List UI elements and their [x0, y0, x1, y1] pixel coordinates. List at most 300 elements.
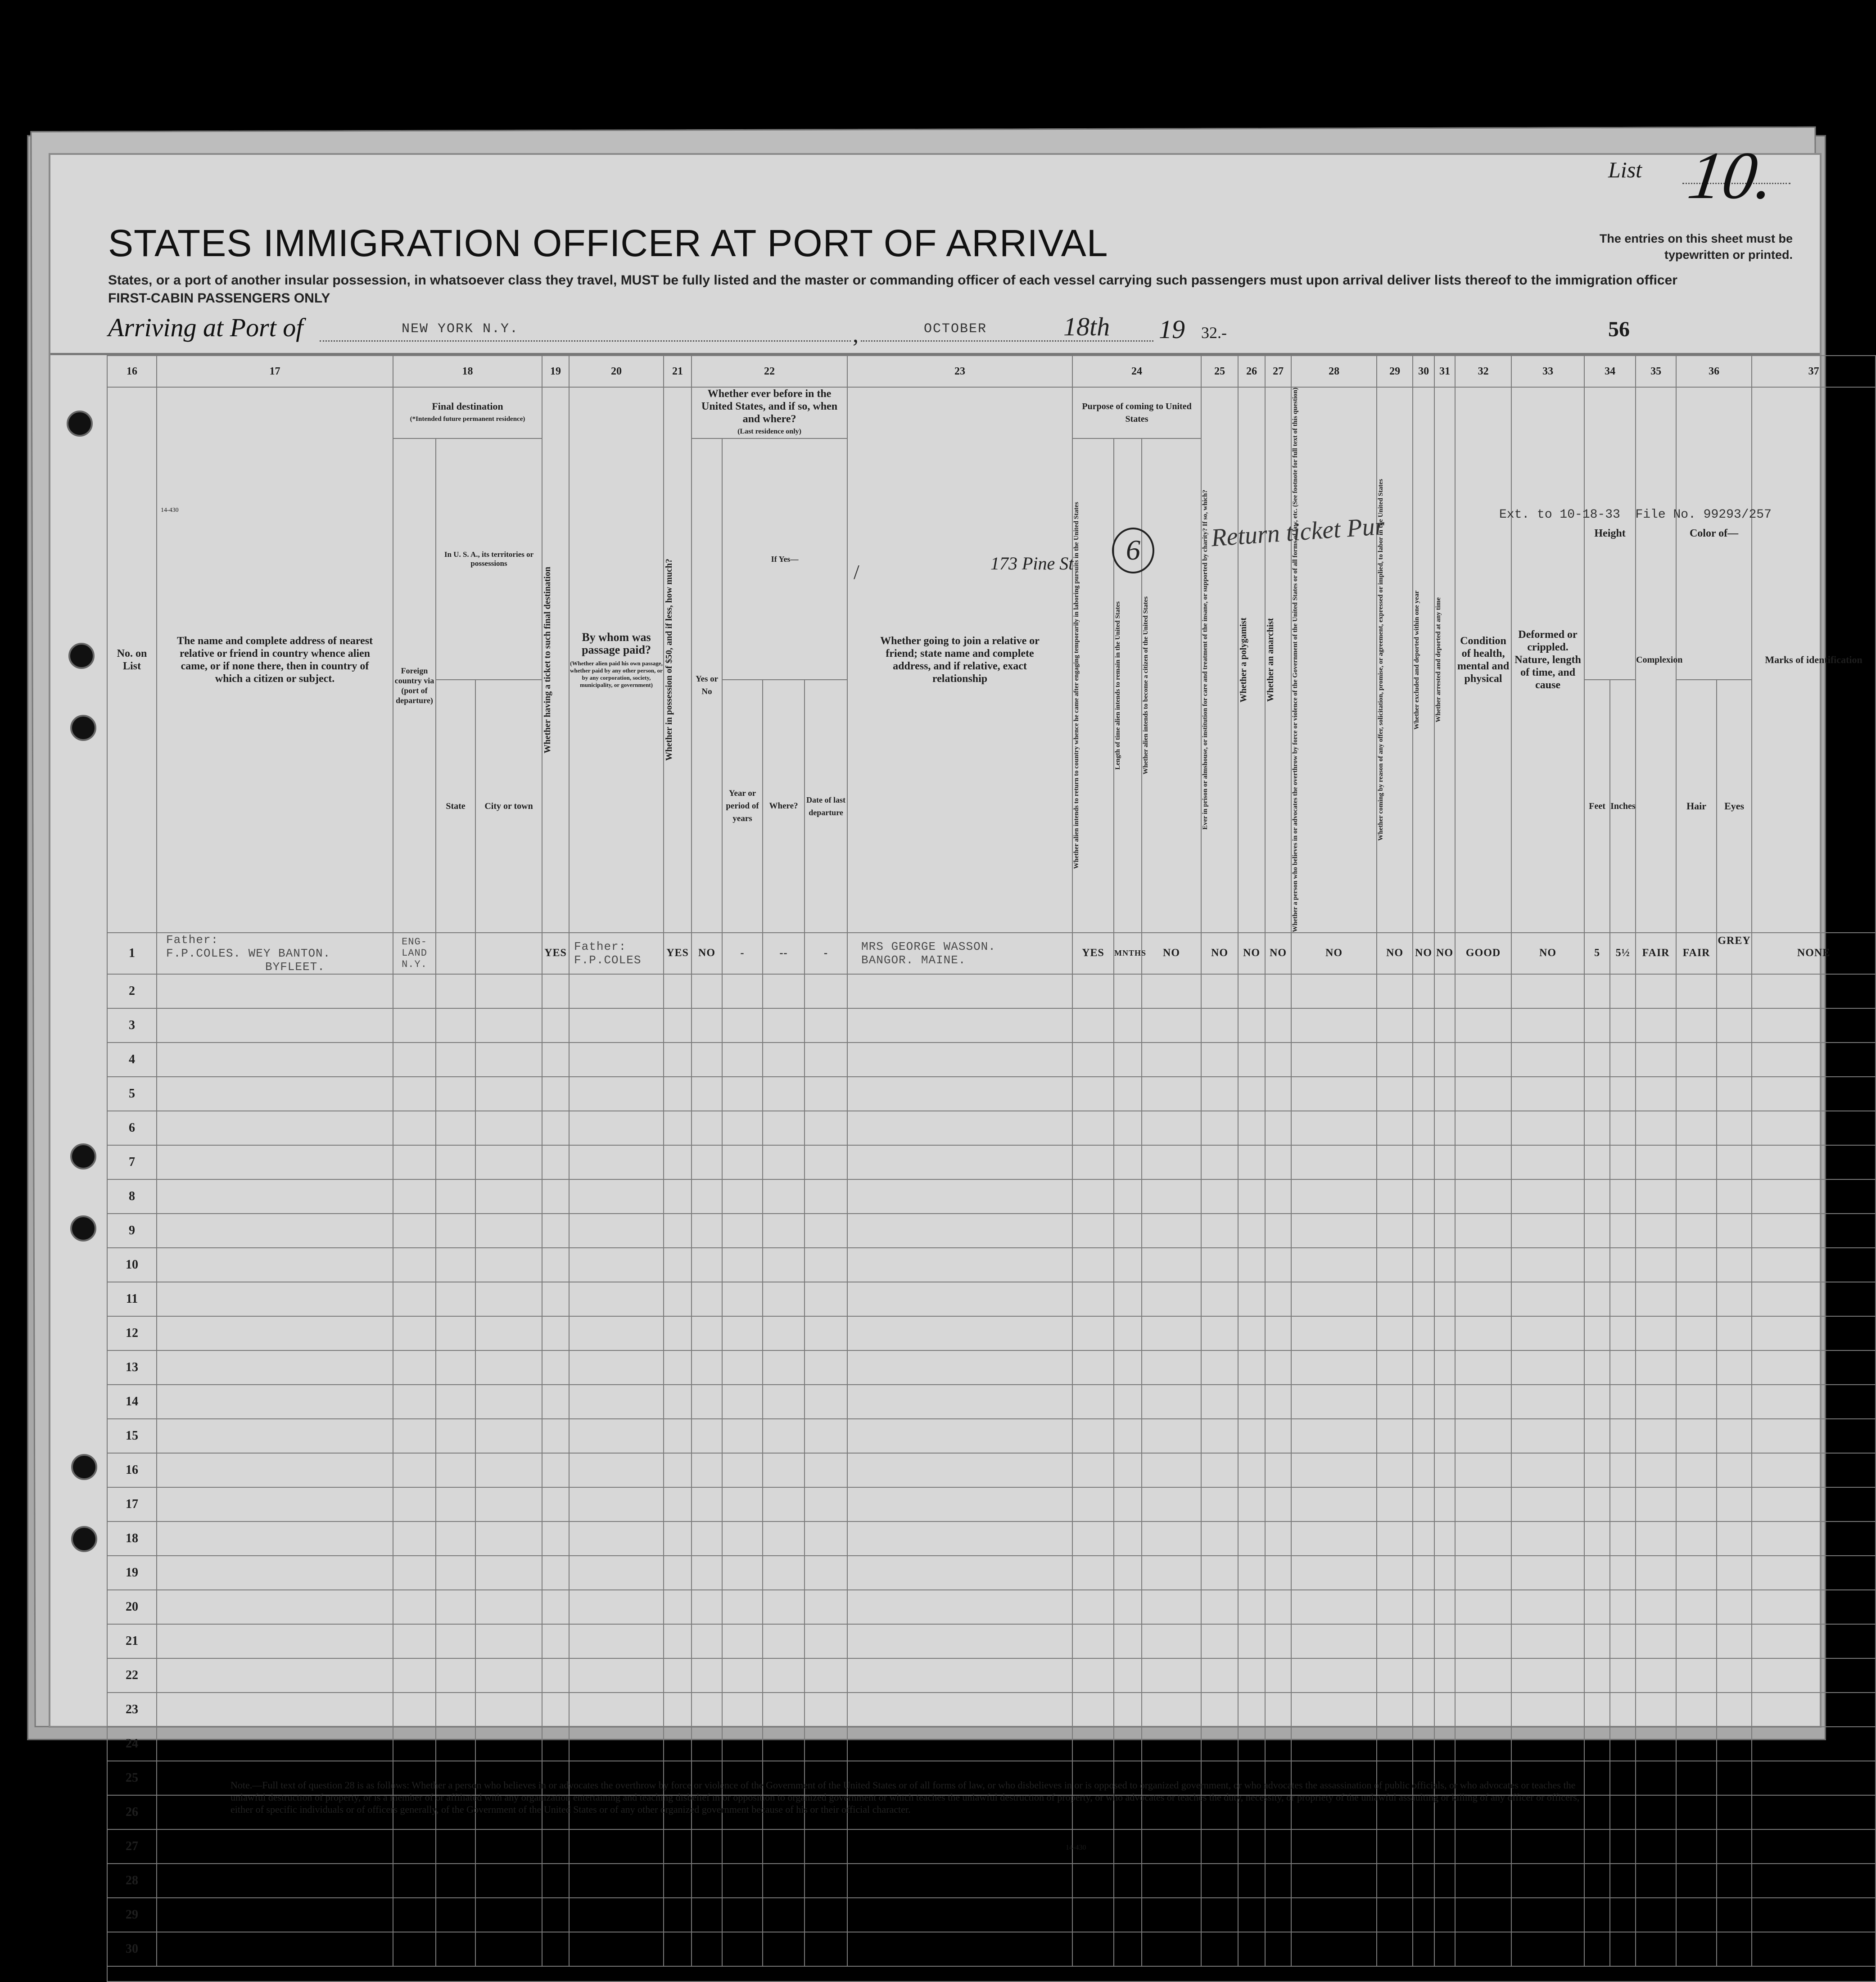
- row-number: 14: [107, 1385, 157, 1419]
- blank-cell: [157, 1658, 393, 1693]
- blank-cell: [1291, 1111, 1377, 1145]
- hdr-feet: Feet: [1584, 680, 1610, 933]
- blank-cell: [1377, 1590, 1413, 1624]
- blank-cell: [157, 1248, 393, 1282]
- blank-cell: [1291, 1145, 1377, 1179]
- hdr-purpose-b: [1114, 438, 1142, 933]
- prison-cell: NO: [1201, 933, 1238, 974]
- blank-cell: [1072, 1282, 1114, 1316]
- purpose-a-label: Whether alien intends to return to country whence he came after engaging temporarily in laboring pursuits in the United States: [1073, 502, 1080, 869]
- blank-cell: [1717, 1658, 1752, 1693]
- blank-cell: [1265, 1864, 1291, 1898]
- foreign-port: N.Y.: [402, 959, 427, 971]
- table-row: [107, 933, 1876, 974]
- blank-cell: [475, 1214, 542, 1248]
- foreign-cell: [393, 933, 436, 974]
- form-number-footer: 14-430: [1066, 1844, 1086, 1851]
- hdr-if-yes: If Yes—: [722, 438, 847, 680]
- blank-cell: [1072, 1556, 1114, 1590]
- blank-cell: [542, 1145, 569, 1179]
- blank-cell: [1201, 1145, 1238, 1179]
- blank-cell: [1752, 1214, 1876, 1248]
- blank-cell: [1142, 1693, 1201, 1727]
- passage-note: (Whether alien paid his own passage, whether paid by any other person, or by any corporation, society, municipality, or government): [570, 659, 663, 688]
- row-number: 25: [107, 1761, 157, 1795]
- blank-cell: [1676, 1521, 1717, 1556]
- blank-cell: [542, 1282, 569, 1316]
- blank-cell: [1752, 1624, 1876, 1658]
- row-number: 18: [107, 1521, 157, 1556]
- blank-cell: [436, 974, 475, 1008]
- col-num: 30: [1413, 356, 1434, 387]
- blank-cell: [664, 1693, 692, 1727]
- blank-cell: [475, 1829, 542, 1864]
- hdr-q28: [1291, 387, 1377, 933]
- blank-cell: [1676, 1590, 1717, 1624]
- blank-cell: [1752, 1761, 1876, 1795]
- blank-cell: [692, 1864, 722, 1898]
- blank-cell: [436, 1316, 475, 1350]
- relation: Father:: [166, 933, 219, 947]
- blank-cell: [805, 1453, 847, 1487]
- blank-cell: [157, 1693, 393, 1727]
- blank-cell: [1377, 1453, 1413, 1487]
- page-title: STATES IMMIGRATION OFFICER AT PORT OF ARRIVAL: [108, 222, 1108, 264]
- blank-cell: [1636, 1111, 1676, 1145]
- blank-cell: [1142, 1008, 1201, 1043]
- blank-cell: [1377, 1385, 1413, 1419]
- col-num: 32: [1455, 356, 1511, 387]
- blank-cell: [664, 974, 692, 1008]
- blank-cell: [805, 1556, 847, 1590]
- col-num: 31: [1434, 356, 1455, 387]
- blank-cell: [157, 974, 393, 1008]
- blank-cell: [475, 1282, 542, 1316]
- blank-cell: [847, 1214, 1072, 1248]
- comma: ,: [853, 322, 859, 348]
- blank-cell: [1584, 1829, 1610, 1864]
- blank-cell: [1676, 1761, 1717, 1795]
- blank-cell: [1142, 1043, 1201, 1077]
- col-num: 18: [393, 356, 542, 387]
- blank-cell: [1636, 1248, 1676, 1282]
- blank-cell: [1455, 1727, 1511, 1761]
- blank-cell: [1676, 1898, 1717, 1932]
- blank-cell: [1413, 1145, 1434, 1179]
- blank-cell: [1265, 1727, 1291, 1761]
- blank-cell: [1434, 1111, 1455, 1145]
- blank-cell: [763, 1658, 805, 1693]
- blank-cell: [1717, 1829, 1752, 1864]
- column-number-row: [107, 356, 1876, 387]
- blank-cell: [1291, 1179, 1377, 1214]
- blank-cell: [436, 1556, 475, 1590]
- blank-cell: [692, 1932, 722, 1966]
- blank-cell: [664, 1658, 692, 1693]
- blank-cell: [157, 1932, 393, 1966]
- blank-cell: [847, 1179, 1072, 1214]
- blank-cell: [436, 1214, 475, 1248]
- blank-cell: [1265, 1385, 1291, 1419]
- blank-cell: [692, 1556, 722, 1590]
- blank-cell: [1291, 1590, 1377, 1624]
- blank-cell: [1455, 1932, 1511, 1966]
- blank-cell: [1142, 1145, 1201, 1179]
- blank-cell: [1511, 1043, 1584, 1077]
- blank-cell: [1238, 1864, 1265, 1898]
- blank-cell: [157, 1590, 393, 1624]
- blank-cell: [1072, 1043, 1114, 1077]
- blank-cell: [393, 1008, 436, 1043]
- blank-cell: [436, 1829, 475, 1864]
- col-num: 25: [1201, 356, 1238, 387]
- blank-cell: [542, 1727, 569, 1761]
- table-row: [107, 1385, 1876, 1419]
- blank-cell: [1455, 1556, 1511, 1590]
- length-cell: MNTHS: [1114, 933, 1142, 974]
- blank-cell: [664, 1419, 692, 1453]
- blank-cell: [1291, 1624, 1377, 1658]
- blank-cell: [1265, 1658, 1291, 1693]
- blank-cell: [692, 1453, 722, 1487]
- blank-cell: [1511, 1624, 1584, 1658]
- blank-cell: [763, 1385, 805, 1419]
- hdr-marks: Marks of identification: [1752, 387, 1876, 933]
- blank-cell: [542, 1385, 569, 1419]
- blank-cell: [722, 1521, 763, 1556]
- blank-cell: [157, 1077, 393, 1111]
- handwritten-return-note: Return ticket Pur: [1210, 512, 1386, 552]
- col-num: 17: [157, 356, 393, 387]
- blank-cell: [1676, 1385, 1717, 1419]
- blank-cell: [1142, 1111, 1201, 1145]
- blank-cell: [1114, 1898, 1142, 1932]
- blank-cell: [393, 1316, 436, 1350]
- blank-cell: [1717, 1693, 1752, 1727]
- blank-cell: [475, 1624, 542, 1658]
- blank-cell: [1142, 1077, 1201, 1111]
- blank-cell: [1636, 1008, 1676, 1043]
- blank-cell: [1511, 1727, 1584, 1761]
- blank-cell: [1238, 1145, 1265, 1179]
- blank-cell: [805, 1350, 847, 1385]
- table-row: [107, 1556, 1876, 1590]
- q30-cell: NO: [1413, 933, 1434, 974]
- blank-cell: [1717, 1214, 1752, 1248]
- blank-cell: [1201, 1419, 1238, 1453]
- blank-cell: [1265, 1521, 1291, 1556]
- blank-cell: [1636, 1932, 1676, 1966]
- blank-cell: [157, 1282, 393, 1316]
- blank-cell: [722, 1727, 763, 1761]
- blank-cell: [692, 1316, 722, 1350]
- blank-cell: [1201, 1864, 1238, 1898]
- blank-cell: [1584, 1658, 1610, 1693]
- table-row: [107, 1590, 1876, 1624]
- blank-cell: [1114, 1043, 1142, 1077]
- blank-cell: [805, 1145, 847, 1179]
- handwritten-circled-number: 6: [1112, 528, 1154, 573]
- blank-cell: [1142, 1932, 1201, 1966]
- blank-cell: [1434, 1316, 1455, 1350]
- blank-cell: [1072, 1248, 1114, 1282]
- blank-cell: [1752, 1145, 1876, 1179]
- blank-cell: [1610, 974, 1636, 1008]
- blank-cell: [1717, 974, 1752, 1008]
- blank-cell: [569, 1316, 664, 1350]
- blank-cell: [1752, 1864, 1876, 1898]
- day-value: 18th: [1063, 312, 1110, 341]
- hdr-where: Where?: [763, 680, 805, 933]
- blank-cell: [722, 1658, 763, 1693]
- blank-cell: [1238, 1350, 1265, 1385]
- blank-cell: [1434, 974, 1455, 1008]
- blank-cell: [1238, 1248, 1265, 1282]
- blank-cell: [722, 1590, 763, 1624]
- blank-cell: [1511, 1145, 1584, 1179]
- purpose-cell: YES: [1072, 933, 1114, 974]
- blank-cell: [1717, 1350, 1752, 1385]
- blank-cell: [157, 1111, 393, 1145]
- blank-cell: [722, 1179, 763, 1214]
- blank-cell: [1291, 1350, 1377, 1385]
- blank-cell: [805, 1419, 847, 1453]
- blank-cell: [1434, 1282, 1455, 1316]
- blank-cell: [664, 1316, 692, 1350]
- blank-cell: [1636, 1316, 1676, 1350]
- form-number: 14-430: [161, 507, 179, 514]
- blank-cell: [1377, 1658, 1413, 1693]
- hdr-passage-paid: [569, 387, 664, 933]
- blank-cell: [692, 1624, 722, 1658]
- blank-cell: [805, 1487, 847, 1521]
- blank-cell: [763, 1316, 805, 1350]
- blank-cell: [1238, 1282, 1265, 1316]
- blank-cell: [1142, 1590, 1201, 1624]
- blank-cell: [1511, 974, 1584, 1008]
- blank-cell: [1201, 1829, 1238, 1864]
- manifest-sheet: [49, 138, 1862, 1956]
- blank-cell: [1511, 1556, 1584, 1590]
- blank-cell: [1455, 1624, 1511, 1658]
- marks-cell: NONE: [1752, 933, 1876, 974]
- inches-cell: 5½: [1610, 933, 1636, 974]
- blank-cell: [1717, 1795, 1752, 1829]
- blank-cell: [1238, 1487, 1265, 1521]
- blank-cell: [1610, 1795, 1636, 1829]
- blank-cell: [1455, 1693, 1511, 1727]
- passenger-class: FIRST-CABIN PASSENGERS ONLY: [108, 291, 330, 306]
- blank-cell: [475, 974, 542, 1008]
- blank-cell: [157, 1864, 393, 1898]
- hdr-join-relative: Whether going to join a relative or friend; state name and complete address, and if relative, exact relationship: [847, 387, 1072, 933]
- fifty-label: Whether in possession of $50, and if less, how much?: [664, 559, 674, 761]
- blank-cell: [805, 1590, 847, 1624]
- list-number: 10.: [1684, 138, 1779, 213]
- blank-cell: [1413, 1077, 1434, 1111]
- blank-cell: [393, 1453, 436, 1487]
- blank-cell: [1072, 1111, 1114, 1145]
- blank-cell: [847, 1453, 1072, 1487]
- blank-cell: [475, 1419, 542, 1453]
- prison-label: Ever in prison or almshouse, or institution for care and treatment of the insane, or supported by charity? If so, which?: [1202, 490, 1209, 830]
- blank-cell: [1114, 1658, 1142, 1693]
- blank-cell: [1455, 1111, 1511, 1145]
- row-number: 16: [107, 1453, 157, 1487]
- row-number: 10: [107, 1248, 157, 1282]
- blank-cell: [393, 1658, 436, 1693]
- blank-cell: [1072, 1179, 1114, 1214]
- blank-cell: [1717, 1316, 1752, 1350]
- blank-cell: [569, 1179, 664, 1214]
- blank-cell: [1610, 1556, 1636, 1590]
- paid-label: Father:: [574, 939, 627, 953]
- blank-cell: [1291, 1419, 1377, 1453]
- blank-cell: [1676, 1693, 1717, 1727]
- blank-cell: [1291, 1008, 1377, 1043]
- blank-cell: [1114, 1487, 1142, 1521]
- table-row: [107, 1864, 1876, 1898]
- blank-cell: [805, 1385, 847, 1419]
- blank-cell: [1455, 1350, 1511, 1385]
- row-number: 20: [107, 1590, 157, 1624]
- blank-cell: [847, 1829, 1072, 1864]
- years-cell: -: [722, 933, 763, 974]
- blank-cell: [692, 1658, 722, 1693]
- blank-cell: [436, 1350, 475, 1385]
- blank-cell: [805, 1727, 847, 1761]
- blank-cell: [1511, 1248, 1584, 1282]
- blank-cell: [157, 1829, 393, 1864]
- blank-cell: [1636, 1864, 1676, 1898]
- blank-cell: [1377, 1829, 1413, 1864]
- blank-cell: [1717, 1590, 1752, 1624]
- blank-cell: [1610, 1316, 1636, 1350]
- blank-cell: [569, 1350, 664, 1385]
- blank-cell: [542, 1864, 569, 1898]
- blank-cell: [1142, 1864, 1201, 1898]
- blank-cell: [1265, 1282, 1291, 1316]
- polygamist-label: Whether a polygamist: [1239, 617, 1249, 703]
- q29-label: Whether coming by reason of any offer, solicitation, promise, or agreement, expressed or implied, to labor in the United States: [1377, 479, 1385, 841]
- blank-cell: [805, 1008, 847, 1043]
- blank-cell: [1413, 1419, 1434, 1453]
- month-value: OCTOBER: [924, 321, 987, 337]
- blank-cell: [1413, 1111, 1434, 1145]
- blank-cell: [393, 1898, 436, 1932]
- blank-cell: [393, 1521, 436, 1556]
- binding-hole: [67, 411, 93, 437]
- blank-cell: [664, 1590, 692, 1624]
- blank-cell: [1072, 1590, 1114, 1624]
- blank-cell: [1676, 1316, 1717, 1350]
- blank-cell: [1511, 1932, 1584, 1966]
- blank-cell: [1238, 1179, 1265, 1214]
- blank-cell: [569, 1077, 664, 1111]
- blank-cell: [542, 1624, 569, 1658]
- blank-cell: [1752, 1795, 1876, 1829]
- blank-cell: [393, 1556, 436, 1590]
- blank-cell: [1238, 1111, 1265, 1145]
- row-number: 3: [107, 1008, 157, 1043]
- blank-cell: [475, 1043, 542, 1077]
- blank-cell: [847, 1248, 1072, 1282]
- blank-cell: [1114, 1864, 1142, 1898]
- blank-cell: [393, 1043, 436, 1077]
- blank-cell: [542, 1693, 569, 1727]
- blank-cell: [1676, 1932, 1717, 1966]
- blank-cell: [393, 1145, 436, 1179]
- blank-cell: [157, 1385, 393, 1419]
- table-row: [107, 1693, 1876, 1727]
- blank-cell: [664, 1111, 692, 1145]
- blank-cell: [1434, 1385, 1455, 1419]
- blank-cell: [1636, 1145, 1676, 1179]
- blank-cell: [1201, 1556, 1238, 1590]
- blank-cell: [1676, 1864, 1717, 1898]
- blank-cell: [1752, 1658, 1876, 1693]
- hdr-state: State: [436, 680, 475, 933]
- blank-cell: [1114, 1350, 1142, 1385]
- blank-cell: [436, 1693, 475, 1727]
- blank-cell: [569, 1932, 664, 1966]
- ticket-label: Whether having a ticket to such final destination: [542, 566, 553, 754]
- blank-cell: [1584, 1214, 1610, 1248]
- blank-cell: [1238, 1727, 1265, 1761]
- blank-cell: [1201, 1350, 1238, 1385]
- blank-cell: [1265, 1077, 1291, 1111]
- blank-cell: [1114, 1145, 1142, 1179]
- blank-cell: [1072, 1727, 1114, 1761]
- row-number: 22: [107, 1658, 157, 1693]
- blank-cell: [436, 1179, 475, 1214]
- blank-cell: [763, 1350, 805, 1385]
- blank-cell: [722, 1864, 763, 1898]
- blank-cell: [847, 1043, 1072, 1077]
- blank-cell: [1413, 1350, 1434, 1385]
- blank-cell: [1377, 1624, 1413, 1658]
- blank-cell: [692, 1077, 722, 1111]
- blank-cell: [722, 1829, 763, 1864]
- blank-cell: [692, 1008, 722, 1043]
- extension-text: Ext. to 10-18-33: [1499, 508, 1620, 522]
- blank-cell: [1291, 1556, 1377, 1590]
- blank-cell: [1238, 1932, 1265, 1966]
- blank-cell: [1413, 974, 1434, 1008]
- blank-cell: [1610, 1248, 1636, 1282]
- blank-cell: [475, 1658, 542, 1693]
- blank-cell: [1413, 1179, 1434, 1214]
- blank-cell: [1610, 1761, 1636, 1795]
- blank-cell: [1717, 1385, 1752, 1419]
- blank-cell: [1114, 1077, 1142, 1111]
- blank-cell: [1072, 1077, 1114, 1111]
- blank-cell: [393, 1693, 436, 1727]
- blank-cell: [569, 1864, 664, 1898]
- blank-cell: [1636, 1658, 1676, 1693]
- blank-cell: [1413, 1043, 1434, 1077]
- bottom-margin-cell: [107, 1966, 1876, 1982]
- col-num: 27: [1265, 356, 1291, 387]
- blank-cell: [1434, 1145, 1455, 1179]
- blank-cell: [1636, 1693, 1676, 1727]
- blank-cell: [1434, 1864, 1455, 1898]
- fifty-cell: YES: [664, 933, 692, 974]
- blank-cell: [1072, 1693, 1114, 1727]
- blank-cell: [1114, 1248, 1142, 1282]
- arriving-label: Arriving at Port of: [108, 313, 303, 342]
- blank-cell: [1201, 1693, 1238, 1727]
